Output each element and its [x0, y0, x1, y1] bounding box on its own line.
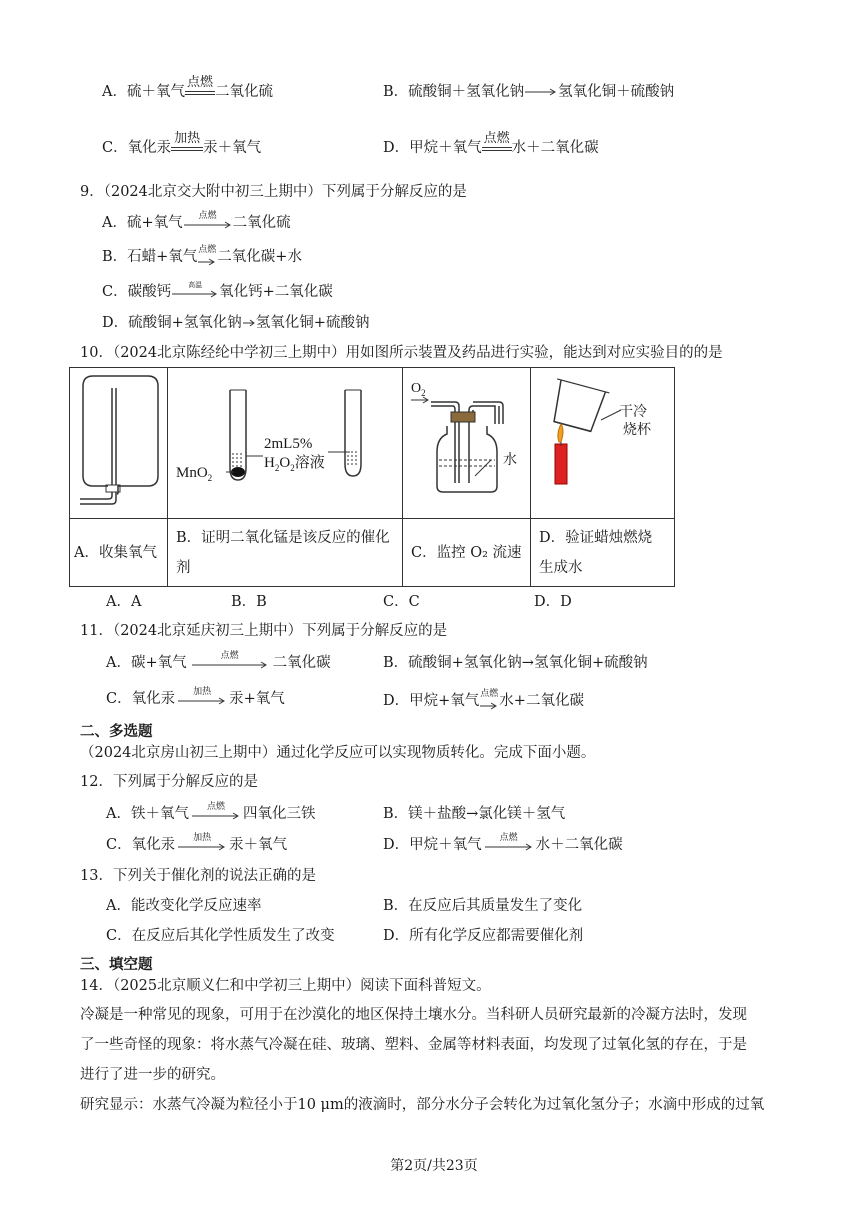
q10-apparatus-table: [69, 367, 675, 587]
q13-option-c: C．在反应后其化学性质发生了改变: [106, 928, 335, 944]
svg-text:O2: $O_2$: [411, 381, 426, 398]
q9-option-b: B．石蜡+氧气 点燃 二氧化碳+水: [102, 245, 302, 266]
q13-option-a: A．能改变化学反应速率: [106, 898, 262, 914]
reaction-arrow-icon: [524, 87, 558, 97]
reaction-arrow-icon: [242, 318, 256, 328]
q11-option-d: D．甲烷+氧气 点燃 水+二氧化碳: [383, 689, 584, 710]
q13-option-b: B．在反应后其质量发生了变化: [383, 898, 583, 914]
svg-text:H2O2溶液: $H_2O_2$溶液: [264, 455, 325, 473]
condition-label: 点燃: [220, 651, 239, 661]
condition-label: 点燃: [206, 802, 225, 812]
gas-collection-bottle-figure: [70, 368, 167, 514]
condition-label: 点燃: [499, 833, 518, 843]
gas-washing-bottle-figure: [403, 368, 530, 514]
q8-option-a: A．硫＋氧气 点燃 二氧化硫: [102, 80, 273, 101]
q14-stem: 14．（2025北京顺义仁和中学初三上期中）阅读下面科普短文。: [80, 978, 491, 994]
section-heading: 二、多选题: [80, 723, 153, 740]
q11-option-a: A．碳+氧气 点燃 二氧化碳: [106, 651, 331, 672]
condition-label: 点燃: [198, 245, 217, 255]
figure-cell-c: [403, 368, 531, 519]
q10-choice-c: C．C: [383, 594, 420, 610]
q11-option-c: C．氧化汞 加热 汞+氧气: [106, 687, 285, 708]
svg-text:烧杯: 烧杯: [623, 423, 651, 438]
svg-text:干冷: 干冷: [619, 405, 647, 420]
q12-option-d: D．甲烷＋氧气 点燃 水＋二氧化碳: [383, 833, 623, 854]
section-heading: 三、填空题: [80, 956, 153, 973]
passage-line-3: 进行了进一步的研究。: [80, 1067, 225, 1083]
section-intro: （2024北京房山初三上期中）通过化学反应可以实现物质转化。完成下面小题。: [80, 745, 596, 761]
page-footer: 第2页/共23页: [390, 1158, 478, 1174]
q9-option-a: A．硫+氧气 点燃 二氧化硫: [102, 211, 291, 232]
q9-option-d: D．硫酸铜+氢氧化钠 氢氧化铜+硫酸钠: [102, 315, 370, 331]
condition-label: 点燃: [198, 211, 217, 221]
answer-cell-d: D．验证蜡烛燃烧生成水: [531, 519, 675, 587]
q12-option-c: C．氧化汞 加热 汞＋氧气: [106, 833, 287, 854]
svg-text:2mL5%: 2mL5%: [264, 436, 313, 452]
q9-stem: 9．（2024北京交大附中初三上期中）下列属于分解反应的是: [80, 184, 467, 200]
passage-line-2: 了一些奇怪的现象：将水蒸气冷凝在硅、玻璃、塑料、金属等材料表面，均发现了过氧化氢的存在，于是: [80, 1037, 747, 1053]
condition-label: 加热: [193, 687, 212, 697]
svg-text:水: 水: [503, 453, 517, 468]
answer-cell-b: B．证明二氧化锰是该反应的催化剂: [168, 519, 403, 587]
q10-choice-a: A．A: [106, 594, 142, 610]
q12-option-a: A．铁＋氧气 点燃 四氧化三铁: [106, 802, 315, 823]
figure-cell-b: [168, 368, 403, 519]
catalyst-experiment-figure: [168, 368, 402, 514]
condition-label: 点燃: [480, 689, 499, 699]
q10-stem: 10．（2024北京陈经纶中学初三上期中）用如图所示装置及药品进行实验，能达到对应实验目的的是: [80, 345, 723, 361]
q11-option-b: B．硫酸铜+氢氧化钠→氢氧化铜+硫酸钠: [383, 655, 648, 671]
condition-label: 加热: [193, 833, 212, 843]
answer-cell-a: A．收集氧气: [70, 519, 168, 587]
q12-option-b: B．镁＋盐酸→氯化镁＋氢气: [383, 806, 566, 822]
q13-option-d: D．所有化学反应都需要催化剂: [383, 928, 584, 944]
q11-stem: 11．（2024北京延庆初三上期中）下列属于分解反应的是: [80, 623, 448, 639]
figure-cell-a: [70, 368, 168, 519]
q8-option-d: D．甲烷＋氧气 点燃 水＋二氧化碳: [383, 136, 599, 157]
condition-label: 点燃: [483, 131, 510, 146]
q12-stem: 12．下列属于分解反应的是: [80, 774, 258, 790]
q8-option-b: B．硫酸铜＋氢氧化钠 氢氧化铜＋硫酸钠: [383, 84, 675, 100]
passage-line-4: 研究显示：水蒸气冷凝为粒径小于10 μm的液滴时，部分水分子会转化为过氧化氢分子；水滴中形成的过氧: [80, 1097, 765, 1113]
q10-choice-d: D．D: [534, 594, 572, 610]
q8-option-c: C．氧化汞 加热 汞＋氧气: [102, 136, 261, 157]
q9-option-c: C．碳酸钙 高温 氧化钙+二氧化碳: [102, 281, 333, 300]
passage-line-1: 冷凝是一种常见的现象，可用于在沙漠化的地区保持土壤水分。当科研人员研究最新的冷凝方法时，发现: [80, 1007, 747, 1023]
answer-cell-c: C．监控 O₂ 流速: [403, 519, 531, 587]
q13-stem: 13．下列关于催化剂的说法正确的是: [80, 868, 316, 884]
condition-label: 加热: [174, 131, 201, 146]
condition-label: 高温: [188, 281, 203, 289]
svg-text:MnO2: MnO$_2$: [176, 465, 213, 483]
condition-label: 点燃: [186, 75, 213, 90]
figure-cell-d: [531, 368, 675, 519]
candle-beaker-figure: [531, 368, 674, 514]
q10-choice-b: B．B: [231, 594, 267, 610]
